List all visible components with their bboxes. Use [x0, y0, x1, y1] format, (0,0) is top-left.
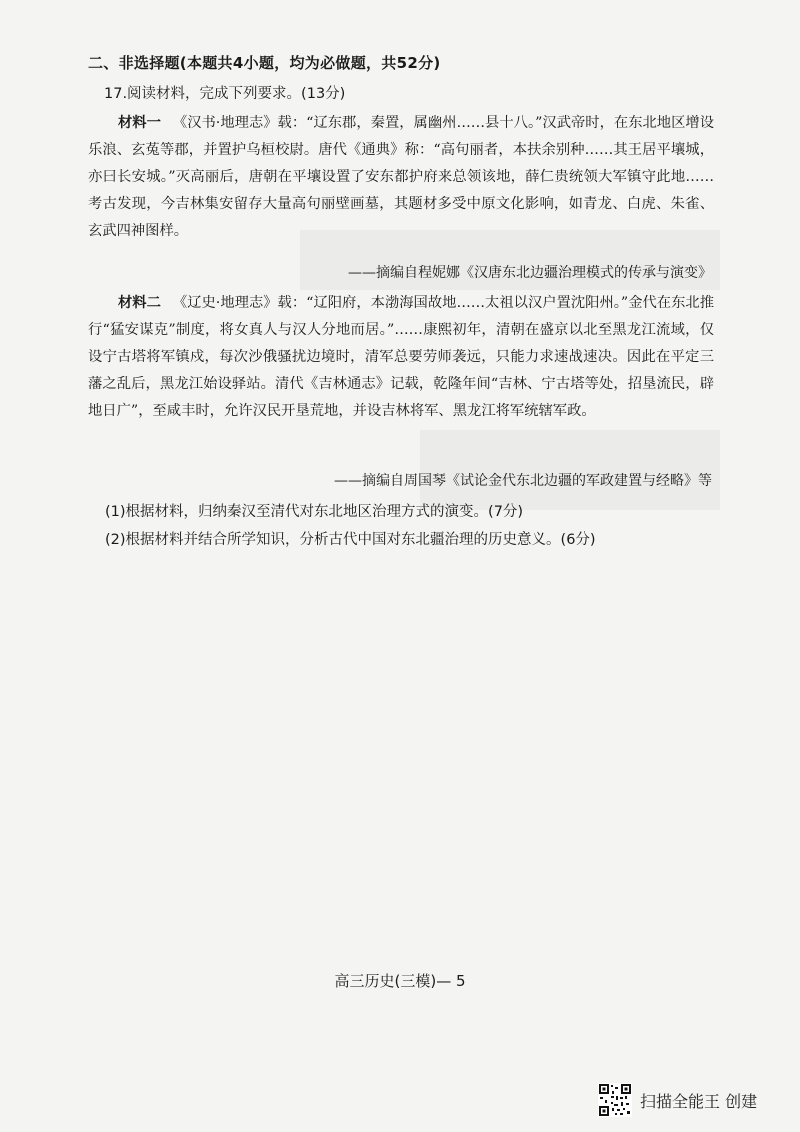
material-one [88, 110, 714, 245]
page-footer: 高三历史(三模)— 5 [334, 972, 466, 990]
material-two-text: 《辽史·地理志》载：“辽阳府，本渤海国故地……太祖以汉户置沈阳州。”金代在东北推行“猛安谋克”制度，将女真人与汉人分地而居。”……康熙初年，清朝在盛京以北至黑龙江流域，仅设宁古塔将军镇戍，每次沙俄骚扰边境时，清军总要劳师袭远，只能力求速战速决。因此在平定三藩之乱后，黑龙江始设驿站。清代《吉林通志》记载，乾隆年间“吉林、宁古塔等处，招垦流民，辟地日广”，至咸丰时，允许汉民开垦荒地，并设吉林将军、黑龙江将军统辖军政。 [88, 295, 715, 419]
material-one-source: ——摘编自程妮娜《汉唐东北边疆治理模式的传承与演变》 [348, 265, 712, 281]
scanner-watermark [598, 1083, 757, 1117]
sub-question-2: (2)根据材料并结合所学知识，分析古代中国对东北疆治理的历史意义。(6分) [105, 532, 596, 548]
watermark-text: 扫描全能王 创建 [640, 1091, 758, 1111]
sub-question-1: (1)根据材料，归纳秦汉至清代对东北地区治理方式的演变。(7分) [105, 504, 524, 520]
material-two-label: 材料二 [118, 295, 161, 311]
qr-code-icon [598, 1083, 632, 1117]
question-title: 17.阅读材料，完成下列要求。(13分) [104, 86, 346, 102]
material-two-source: ——摘编自周国琴《试论金代东北边疆的军政建置与经略》等 [334, 473, 712, 489]
material-one-label: 材料一 [118, 115, 161, 131]
section-title: 二、非选择题(本题共4小题，均为必做题，共52分) [88, 54, 441, 72]
material-one-text: 《汉书·地理志》载：“辽东郡，秦置，属幽州……县十八。”汉武帝时，在东北地区增设乐浪、玄菟等郡，并置护乌桓校尉。唐代《通典》称：“高句丽者，本扶余别种……其王居平壤城，亦曰长安城。”灭高丽后，唐朝在平壤设置了安东都护府来总领该地，薛仁贵统领大军镇守此地……考古发现，今吉林集安留存大量高句丽壁画墓，其题材多受中原文化影响，如青龙、白虎、朱雀、玄武四神图样。 [88, 115, 715, 239]
material-two [88, 290, 714, 425]
